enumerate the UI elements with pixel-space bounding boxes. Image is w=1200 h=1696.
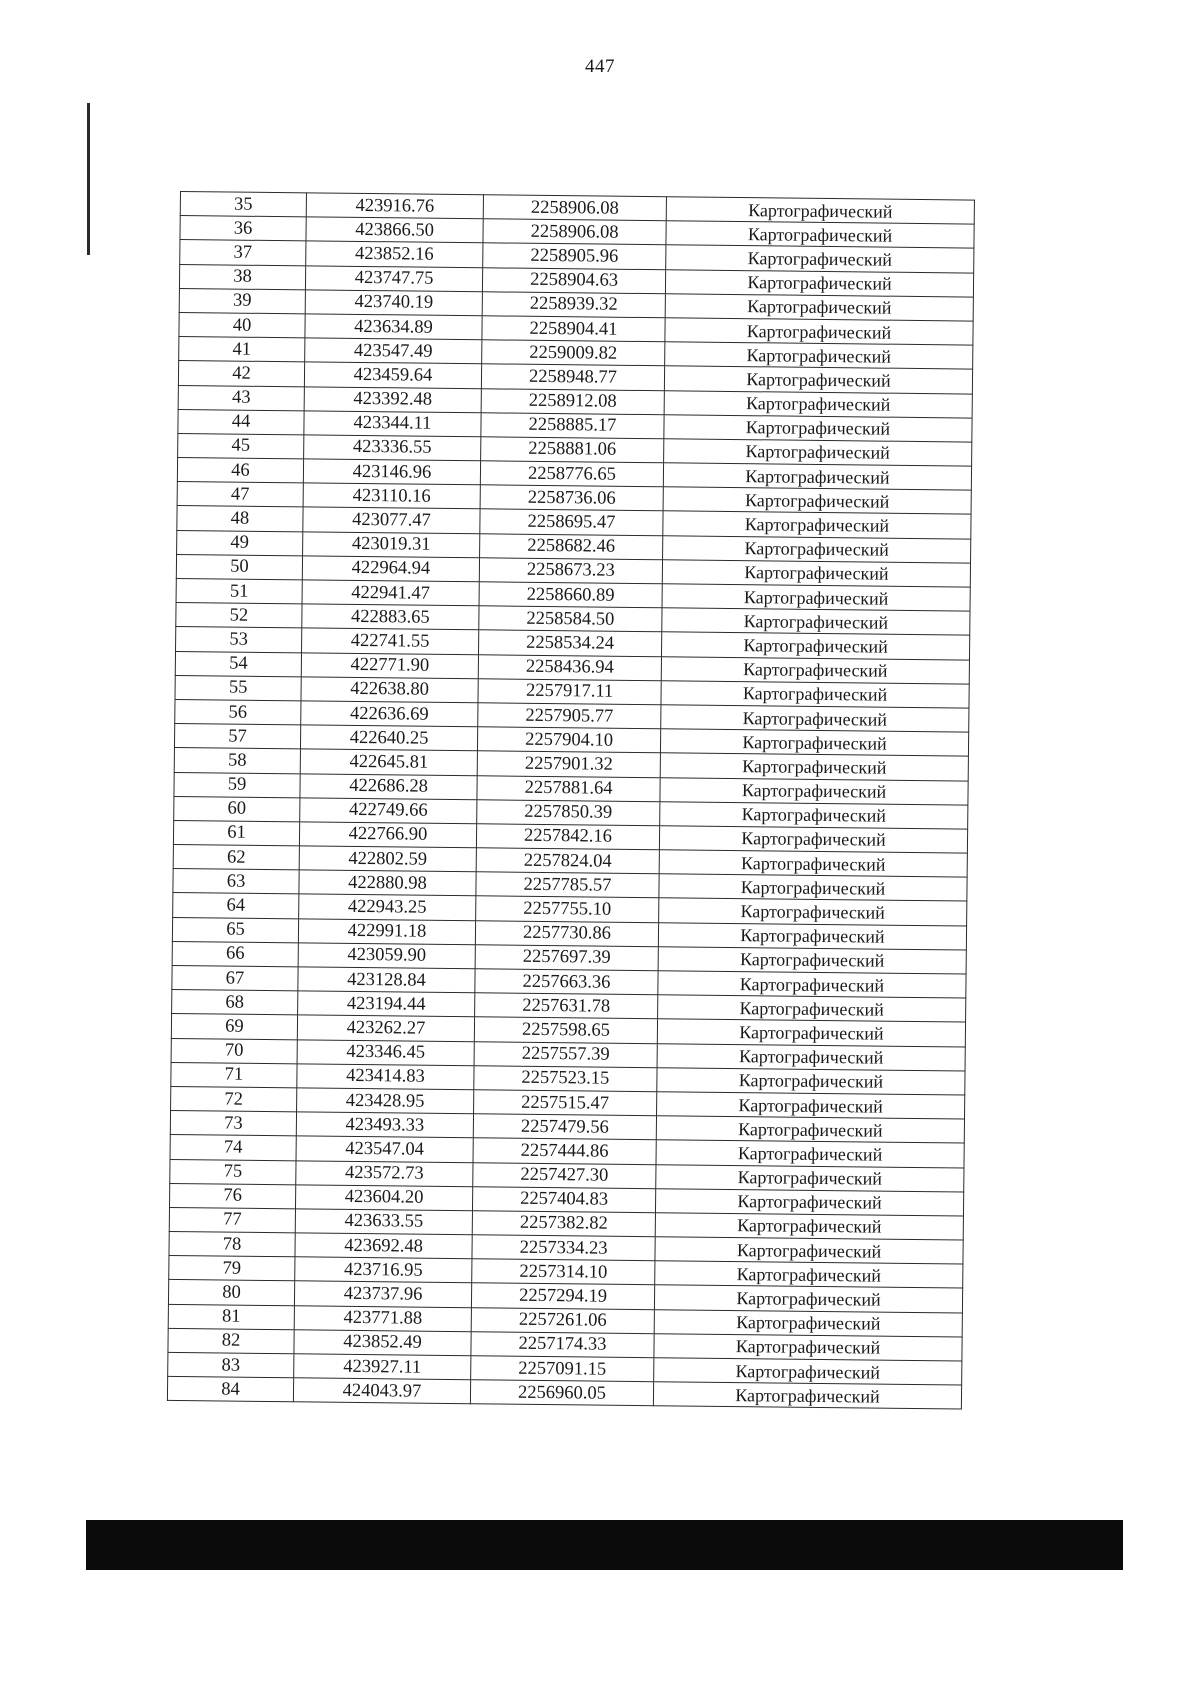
method-cell: Картографический: [659, 826, 967, 854]
coordinates-table-wrapper: [167, 191, 970, 1410]
x-coordinate-cell: 422645.81: [300, 749, 477, 775]
y-coordinate-cell: 2258939.32: [482, 292, 665, 318]
x-coordinate-cell: 422964.94: [302, 556, 479, 582]
x-coordinate-cell: 423428.95: [297, 1088, 474, 1114]
y-coordinate-cell: 2257901.32: [477, 751, 660, 777]
x-coordinate-cell: 423059.90: [298, 943, 475, 969]
method-cell: Картографический: [658, 922, 966, 950]
point-number-cell: 46: [177, 458, 303, 484]
point-number-cell: 60: [174, 796, 300, 822]
y-coordinate-cell: 2257091.15: [471, 1356, 654, 1382]
y-coordinate-cell: 2257598.65: [474, 1017, 657, 1043]
y-coordinate-cell: 2257382.82: [472, 1211, 655, 1237]
y-coordinate-cell: 2258906.08: [483, 219, 666, 245]
y-coordinate-cell: 2258682.46: [480, 533, 663, 559]
x-coordinate-cell: 422686.28: [300, 773, 477, 799]
method-cell: Картографический: [660, 801, 968, 829]
point-number-cell: 39: [179, 288, 305, 314]
method-cell: Картографический: [661, 705, 969, 733]
point-number-cell: 55: [175, 675, 301, 701]
point-number-cell: 36: [180, 216, 306, 242]
method-cell: Картографический: [660, 753, 968, 781]
method-cell: Картографический: [657, 1043, 965, 1071]
y-coordinate-cell: 2257174.33: [471, 1332, 654, 1358]
method-cell: Картографический: [657, 1092, 965, 1120]
x-coordinate-cell: 423716.95: [295, 1257, 472, 1283]
x-coordinate-cell: 422941.47: [302, 580, 479, 606]
point-number-cell: 42: [178, 361, 304, 387]
y-coordinate-cell: 2257905.77: [478, 703, 661, 729]
x-coordinate-cell: 423344.11: [304, 411, 481, 437]
method-cell: Картографический: [663, 463, 971, 491]
point-number-cell: 49: [177, 530, 303, 556]
y-coordinate-cell: 2258776.65: [480, 461, 663, 487]
x-coordinate-cell: 422636.69: [301, 701, 478, 727]
method-cell: Картографический: [656, 1140, 964, 1168]
left-margin-rule: [87, 103, 90, 255]
y-coordinate-cell: 2258904.41: [482, 316, 665, 342]
x-coordinate-cell: 422880.98: [299, 870, 476, 896]
method-cell: Картографический: [662, 608, 970, 636]
method-cell: Картографический: [664, 366, 972, 394]
method-cell: Картографический: [655, 1213, 963, 1241]
point-number-cell: 41: [179, 337, 305, 363]
y-coordinate-cell: 2257730.86: [475, 920, 658, 946]
y-coordinate-cell: 2257404.83: [472, 1186, 655, 1212]
y-coordinate-cell: 2257479.56: [473, 1114, 656, 1140]
method-cell: Картографический: [656, 1164, 964, 1192]
method-cell: Картографический: [665, 342, 973, 370]
x-coordinate-cell: 423692.48: [295, 1233, 472, 1259]
point-number-cell: 64: [173, 893, 299, 919]
y-coordinate-cell: 2257557.39: [474, 1041, 657, 1067]
method-cell: Картографический: [659, 850, 967, 878]
y-coordinate-cell: 2257917.11: [478, 679, 661, 705]
method-cell: Картографический: [660, 729, 968, 757]
method-cell: Картографический: [663, 487, 971, 515]
point-number-cell: 56: [175, 699, 301, 725]
x-coordinate-cell: 423414.83: [297, 1064, 474, 1090]
point-number-cell: 71: [171, 1062, 297, 1088]
method-cell: Картографический: [657, 1019, 965, 1047]
point-number-cell: 53: [176, 627, 302, 653]
x-coordinate-cell: 422943.25: [299, 894, 476, 920]
x-coordinate-cell: 423747.75: [305, 265, 482, 291]
point-number-cell: 37: [180, 240, 306, 266]
coordinates-table-body: [167, 192, 974, 1410]
method-cell: Картографический: [664, 414, 972, 442]
x-coordinate-cell: 423916.76: [306, 193, 483, 219]
point-number-cell: 65: [172, 917, 298, 943]
point-number-cell: 47: [177, 482, 303, 508]
point-number-cell: 78: [169, 1232, 295, 1258]
point-number-cell: 77: [169, 1207, 295, 1233]
point-number-cell: 70: [171, 1038, 297, 1064]
point-number-cell: 52: [176, 603, 302, 629]
y-coordinate-cell: 2257515.47: [474, 1090, 657, 1116]
y-coordinate-cell: 2258885.17: [481, 412, 664, 438]
method-cell: Картографический: [665, 318, 973, 346]
x-coordinate-cell: 423392.48: [304, 386, 481, 412]
method-cell: Картографический: [661, 632, 969, 660]
x-coordinate-cell: 422991.18: [298, 918, 475, 944]
method-cell: Картографический: [658, 995, 966, 1023]
method-cell: Картографический: [663, 511, 971, 539]
x-coordinate-cell: 422766.90: [299, 822, 476, 848]
point-number-cell: 75: [170, 1159, 296, 1185]
y-coordinate-cell: 2257334.23: [472, 1235, 655, 1261]
x-coordinate-cell: 422640.25: [300, 725, 477, 751]
x-coordinate-cell: 422771.90: [301, 652, 478, 678]
x-coordinate-cell: 423852.49: [294, 1330, 471, 1356]
y-coordinate-cell: 2257663.36: [475, 969, 658, 995]
x-coordinate-cell: 422749.66: [300, 798, 477, 824]
method-cell: Картографический: [663, 535, 971, 563]
point-number-cell: 82: [168, 1328, 294, 1354]
method-cell: Картографический: [664, 439, 972, 467]
x-coordinate-cell: 423459.64: [304, 362, 481, 388]
y-coordinate-cell: 2257523.15: [474, 1065, 657, 1091]
x-coordinate-cell: 424043.97: [293, 1378, 470, 1404]
method-cell: Картографический: [665, 294, 973, 322]
y-coordinate-cell: 2258904.63: [482, 267, 665, 293]
method-cell: Картографический: [665, 269, 973, 297]
x-coordinate-cell: 423740.19: [305, 290, 482, 316]
point-number-cell: 73: [170, 1111, 296, 1137]
x-coordinate-cell: 423771.88: [294, 1305, 471, 1331]
y-coordinate-cell: 2256960.05: [470, 1380, 653, 1406]
x-coordinate-cell: 423866.50: [306, 217, 483, 243]
point-number-cell: 84: [167, 1377, 293, 1403]
y-coordinate-cell: 2257842.16: [476, 824, 659, 850]
method-cell: Картографический: [659, 898, 967, 926]
y-coordinate-cell: 2257785.57: [476, 872, 659, 898]
x-coordinate-cell: 423146.96: [303, 459, 480, 485]
y-coordinate-cell: 2258905.96: [483, 243, 666, 269]
method-cell: Картографический: [664, 390, 972, 418]
y-coordinate-cell: 2257904.10: [477, 727, 660, 753]
method-cell: Картографический: [666, 197, 974, 225]
y-coordinate-cell: 2257444.86: [473, 1138, 656, 1164]
point-number-cell: 54: [175, 651, 301, 677]
y-coordinate-cell: 2257261.06: [471, 1307, 654, 1333]
x-coordinate-cell: 423604.20: [295, 1184, 472, 1210]
x-coordinate-cell: 423547.04: [296, 1136, 473, 1162]
x-coordinate-cell: 423737.96: [294, 1281, 471, 1307]
method-cell: Картографический: [654, 1334, 962, 1362]
point-number-cell: 44: [178, 409, 304, 435]
point-number-cell: 45: [178, 433, 304, 459]
point-number-cell: 59: [174, 772, 300, 798]
y-coordinate-cell: 2257850.39: [477, 799, 660, 825]
x-coordinate-cell: 423019.31: [303, 531, 480, 557]
y-coordinate-cell: 2258736.06: [480, 485, 663, 511]
x-coordinate-cell: 423128.84: [298, 967, 475, 993]
point-number-cell: 57: [174, 724, 300, 750]
point-number-cell: 58: [174, 748, 300, 774]
x-coordinate-cell: 423262.27: [297, 1015, 474, 1041]
y-coordinate-cell: 2257824.04: [476, 848, 659, 874]
y-coordinate-cell: 2258948.77: [481, 364, 664, 390]
point-number-cell: 40: [179, 312, 305, 338]
x-coordinate-cell: 422741.55: [302, 628, 479, 654]
method-cell: Картографический: [658, 971, 966, 999]
x-coordinate-cell: 423633.55: [295, 1209, 472, 1235]
method-cell: Картографический: [654, 1358, 962, 1386]
point-number-cell: 74: [170, 1135, 296, 1161]
method-cell: Картографический: [655, 1188, 963, 1216]
point-number-cell: 38: [179, 264, 305, 290]
y-coordinate-cell: 2257881.64: [477, 775, 660, 801]
x-coordinate-cell: 423194.44: [298, 991, 475, 1017]
point-number-cell: 66: [172, 941, 298, 967]
point-number-cell: 35: [180, 192, 306, 218]
y-coordinate-cell: 2257294.19: [471, 1283, 654, 1309]
y-coordinate-cell: 2257631.78: [475, 993, 658, 1019]
y-coordinate-cell: 2258673.23: [479, 558, 662, 584]
point-number-cell: 79: [169, 1256, 295, 1282]
method-cell: Картографический: [662, 584, 970, 612]
point-number-cell: 72: [171, 1086, 297, 1112]
point-number-cell: 63: [173, 869, 299, 895]
y-coordinate-cell: 2258584.50: [479, 606, 662, 632]
y-coordinate-cell: 2258695.47: [480, 509, 663, 535]
method-cell: Картографический: [666, 221, 974, 249]
method-cell: Картографический: [659, 874, 967, 902]
point-number-cell: 81: [168, 1304, 294, 1330]
point-number-cell: 69: [171, 1014, 297, 1040]
method-cell: Картографический: [657, 1067, 965, 1095]
method-cell: Картографический: [655, 1261, 963, 1289]
method-cell: Картографический: [658, 947, 966, 975]
y-coordinate-cell: 2259009.82: [482, 340, 665, 366]
y-coordinate-cell: 2257427.30: [473, 1162, 656, 1188]
x-coordinate-cell: 423572.73: [296, 1160, 473, 1186]
x-coordinate-cell: 423346.45: [297, 1039, 474, 1065]
point-number-cell: 51: [176, 578, 302, 604]
y-coordinate-cell: 2257314.10: [472, 1259, 655, 1285]
point-number-cell: 68: [172, 990, 298, 1016]
page-number: 447: [585, 56, 615, 77]
coordinates-table: [167, 191, 975, 1410]
method-cell: Картографический: [654, 1285, 962, 1313]
x-coordinate-cell: 423927.11: [294, 1354, 471, 1380]
point-number-cell: 61: [173, 820, 299, 846]
x-coordinate-cell: 423547.49: [305, 338, 482, 364]
point-number-cell: 67: [172, 965, 298, 991]
method-cell: Картографический: [655, 1237, 963, 1265]
redaction-band: [86, 1520, 1123, 1570]
method-cell: Картографический: [660, 777, 968, 805]
y-coordinate-cell: 2258912.08: [481, 388, 664, 414]
method-cell: Картографический: [661, 680, 969, 708]
x-coordinate-cell: 423110.16: [303, 483, 480, 509]
y-coordinate-cell: 2258660.89: [479, 582, 662, 608]
x-coordinate-cell: 423634.89: [305, 314, 482, 340]
point-number-cell: 50: [176, 554, 302, 580]
x-coordinate-cell: 423852.16: [306, 241, 483, 267]
y-coordinate-cell: 2258881.06: [481, 437, 664, 463]
method-cell: Картографический: [656, 1116, 964, 1144]
method-cell: Картографический: [661, 656, 969, 684]
x-coordinate-cell: 423336.55: [304, 435, 481, 461]
y-coordinate-cell: 2258436.94: [478, 654, 661, 680]
method-cell: Картографический: [666, 245, 974, 273]
y-coordinate-cell: 2257697.39: [475, 945, 658, 971]
x-coordinate-cell: 423077.47: [303, 507, 480, 533]
point-number-cell: 83: [168, 1352, 294, 1378]
method-cell: Картографический: [662, 560, 970, 588]
point-number-cell: 43: [178, 385, 304, 411]
y-coordinate-cell: 2258534.24: [479, 630, 662, 656]
y-coordinate-cell: 2258906.08: [483, 195, 666, 221]
x-coordinate-cell: 422802.59: [299, 846, 476, 872]
x-coordinate-cell: 422638.80: [301, 677, 478, 703]
y-coordinate-cell: 2257755.10: [476, 896, 659, 922]
x-coordinate-cell: 423493.33: [296, 1112, 473, 1138]
method-cell: Картографический: [654, 1309, 962, 1337]
point-number-cell: 48: [177, 506, 303, 532]
point-number-cell: 62: [173, 845, 299, 871]
point-number-cell: 76: [170, 1183, 296, 1209]
method-cell: Картографический: [653, 1382, 961, 1410]
x-coordinate-cell: 422883.65: [302, 604, 479, 630]
point-number-cell: 80: [168, 1280, 294, 1306]
